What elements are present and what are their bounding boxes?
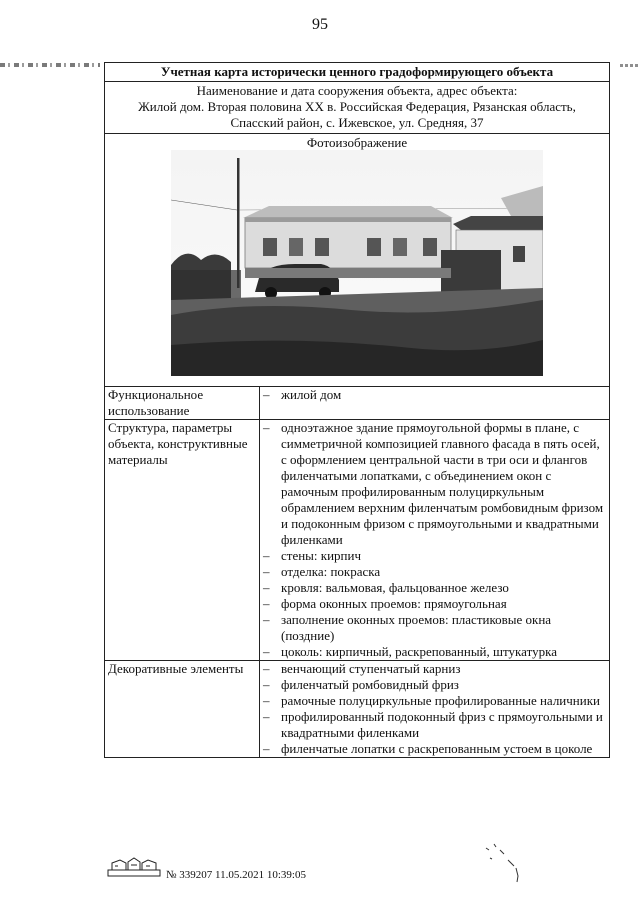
dash-marker: – [263,564,270,579]
table-row [105,420,609,661]
photo-label: Фотоизображение [306,135,408,150]
item-text: жилой дом [281,387,342,402]
dash-marker: – [263,644,270,659]
properties-table [105,387,609,757]
document-stamp: № 339207 11.05.2021 10:39:05 [166,869,306,881]
item-text: стены: кирпич [281,548,361,563]
row-values-structure [260,420,610,661]
dash-marker: – [263,548,270,563]
list-item [263,420,606,548]
dash-marker: – [263,709,270,724]
item-text: филенчатые лопатки с раскрепованным устоем в цоколе [281,741,593,756]
list-item [263,612,606,644]
item-text: заполнение оконных проемов: пластиковые окна (поздние) [281,612,552,643]
dash-marker: – [263,387,270,402]
table-row [105,387,609,420]
object-name-line: Жилой дом. Вторая половина XX в. Российская Федерация, Рязанская область, [138,99,576,114]
signature-mark [480,838,530,886]
row-label-structure: Структура, параметры объекта, конструктивные материалы [105,420,260,661]
dash-marker: – [263,420,270,435]
item-text: кровля: вальмовая, фальцованное железо [281,580,509,595]
table-row [105,661,609,758]
card-title: Учетная карта исторически ценного градоформирующего объекта [105,63,609,82]
list-item [263,387,606,403]
row-label-function: Функциональное использование [105,387,260,420]
object-name-heading: Наименование и дата сооружения объекта, адрес объекта: [196,83,518,98]
dash-marker: – [263,693,270,708]
house-photo [171,150,543,376]
list-item [263,709,606,741]
registration-card [104,62,610,758]
list-item [263,677,606,693]
item-text: форма оконных проемов: прямоугольная [281,596,507,611]
list-item [263,693,606,709]
page-number: 95 [312,16,328,33]
item-text: рамочные полуциркульные профилированные наличники [281,693,600,708]
item-text: профилированный подоконный фриз с прямоугольными и квадратными филенками [281,709,603,740]
item-text: цоколь: кирпичный, раскрепованный, штукатурка [281,644,557,659]
dash-marker: – [263,580,270,595]
dash-marker: – [263,741,270,756]
item-text: отделка: покраска [281,564,381,579]
list-item [263,548,606,564]
dash-marker: – [263,661,270,676]
building-stamp-icon [106,856,162,878]
item-text: венчающий ступенчатый карниз [281,661,461,676]
dash-marker: – [263,596,270,611]
list-item [263,564,606,580]
list-item [263,661,606,677]
photo-section [105,134,609,387]
object-name-block [105,82,609,134]
item-text: филенчатый ромбовидный фриз [281,677,459,692]
list-item [263,580,606,596]
row-label-decor: Декоративные элементы [105,661,260,758]
item-text: одноэтажное здание прямоугольной формы в плане, с симметричной композицией главного фасада в пять осей, с оформлением центральной части в три оси и флангов филенчатыми лопатками, с объединением окон с рамочным профилированным полуциркульным обрамлением верхним филенчатым ромбовидным фризом и подоконным фризом с прямоугольными и квадратными филенками [281,420,604,547]
dash-marker: – [263,612,270,627]
margin-scan-mark-right [620,64,638,67]
dash-marker: – [263,677,270,692]
margin-scan-mark [0,63,100,67]
row-values-function [260,387,610,420]
list-item [263,596,606,612]
row-values-decor [260,661,610,758]
list-item [263,644,606,660]
list-item [263,741,606,757]
object-address-line: Спасский район, с. Ижевское, ул. Средняя, 37 [230,115,484,130]
